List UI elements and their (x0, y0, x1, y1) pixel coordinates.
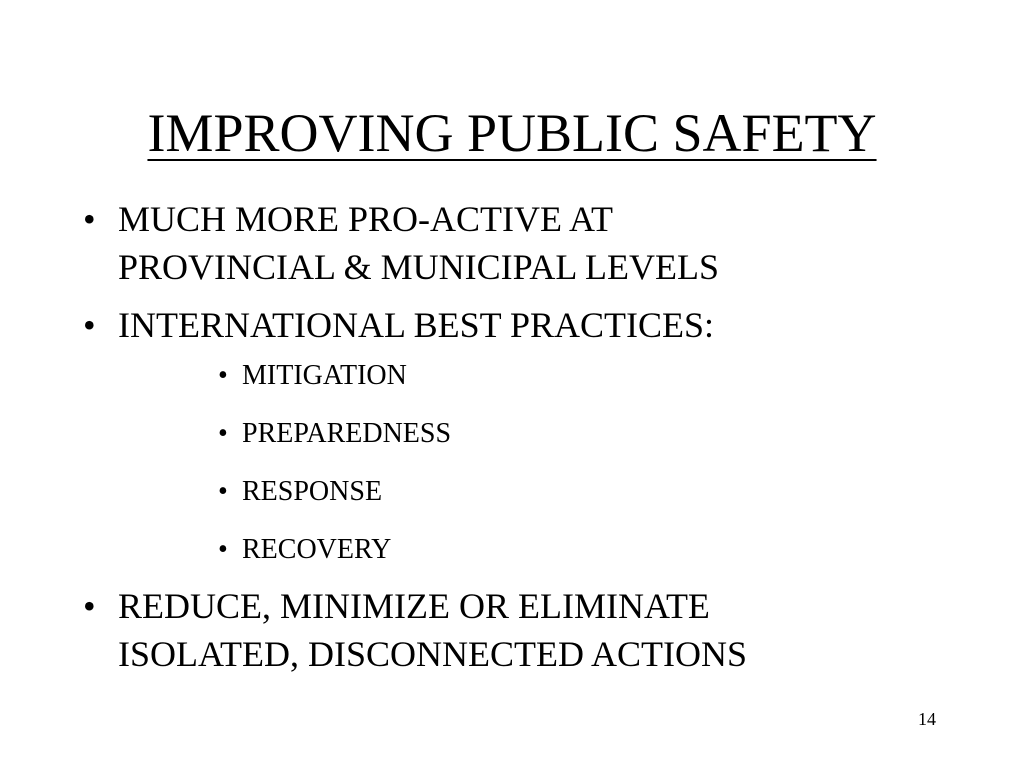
bullet-item-best-practices (83, 301, 983, 568)
sub-bullet-list (118, 358, 983, 568)
bullet-line: • INTERNATIONAL BEST PRACTICES: (118, 305, 715, 345)
sub-bullet-recovery: • RECOVERY (218, 532, 983, 568)
bullet-line: PROVINCIAL & MUNICIPAL LEVELS (118, 247, 720, 287)
slide-title (0, 96, 1024, 170)
sub-bullet-mitigation: • MITIGATION (218, 358, 983, 394)
bullet-line: • MUCH MORE PRO-ACTIVE AT (118, 199, 614, 239)
bullet-line: ISOLATED, DISCONNECTED ACTIONS (118, 634, 747, 674)
bullet-item-reduce (83, 582, 983, 678)
sub-bullet-preparedness: • PREPAREDNESS (218, 416, 983, 452)
page-number: 14 (918, 709, 936, 729)
sub-bullet-response: • RESPONSE (218, 474, 983, 510)
bullet-list (83, 195, 983, 688)
bullet-line: • REDUCE, MINIMIZE OR ELIMINATE (118, 586, 710, 626)
bullet-item-proactive (83, 195, 983, 291)
slide-title-text: IMPROVING PUBLIC SAFETY (147, 103, 877, 163)
